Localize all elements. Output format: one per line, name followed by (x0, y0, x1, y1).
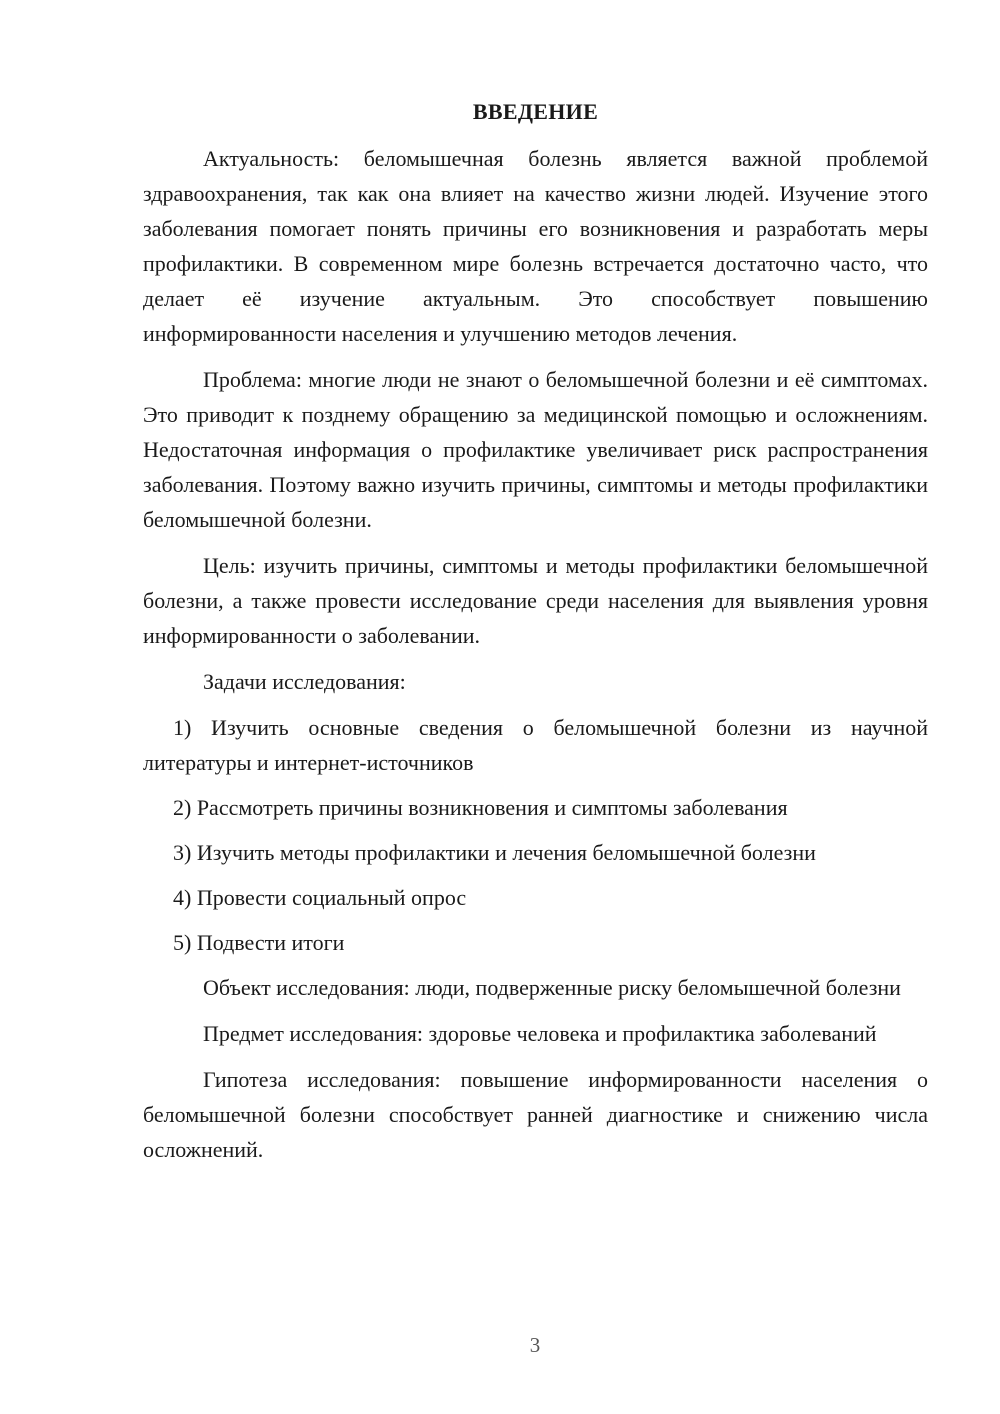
tasks-heading: Задачи исследования: (203, 669, 406, 694)
relevance-paragraph: Актуальность: беломышечная болезнь является важной проблемой здравоохранения, так как она влияет на качество жизни людей. Изучение этого заболевания помогает понять причины его возникновения и разработать меры профилактики. В современном мире болезнь встречается достаточно часто, что делает её изучение актуальным. Это способствует повышению информированности населения и улучшению методов лечения. (143, 146, 928, 346)
tasks-list (143, 710, 928, 960)
task-item: 4) Провести социальный опрос (173, 885, 467, 910)
task-item: 2) Рассмотреть причины возникновения и симптомы заболевания (173, 795, 788, 820)
section-title: ВВЕДЕНИЕ (472, 99, 599, 124)
problem-paragraph: Проблема: многие люди не знают о беломышечной болезни и её симптомах. Это приводит к позднему обращению за медицинской помощью и осложнениям. Недостаточная информация о профилактике увеличивает риск распространения заболевания. Поэтому важно изучить причины, симптомы и методы профилактики беломышечной болезни. (143, 367, 928, 532)
task-item: 1) Изучить основные сведения о беломышечной болезни из научной литературы и интернет-источников (143, 715, 928, 775)
subject-paragraph: Предмет исследования: здоровье человека и профилактика заболеваний (203, 1021, 877, 1046)
task-item: 3) Изучить методы профилактики и лечения беломышечной болезни (173, 840, 816, 865)
goal-paragraph: Цель: изучить причины, симптомы и методы профилактики беломышечной болезни, а также провести исследование среди населения для выявления уровня информированности о заболевании. (143, 553, 928, 648)
page-number: 3 (529, 1333, 541, 1357)
document-page (143, 94, 928, 1178)
task-item: 5) Подвести итоги (173, 930, 345, 955)
object-paragraph: Объект исследования: люди, подверженные риску беломышечной болезни (203, 975, 901, 1000)
hypothesis-paragraph: Гипотеза исследования: повышение информированности населения о беломышечной болезни способствует ранней диагностике и снижению числа осложнений. (143, 1067, 928, 1162)
